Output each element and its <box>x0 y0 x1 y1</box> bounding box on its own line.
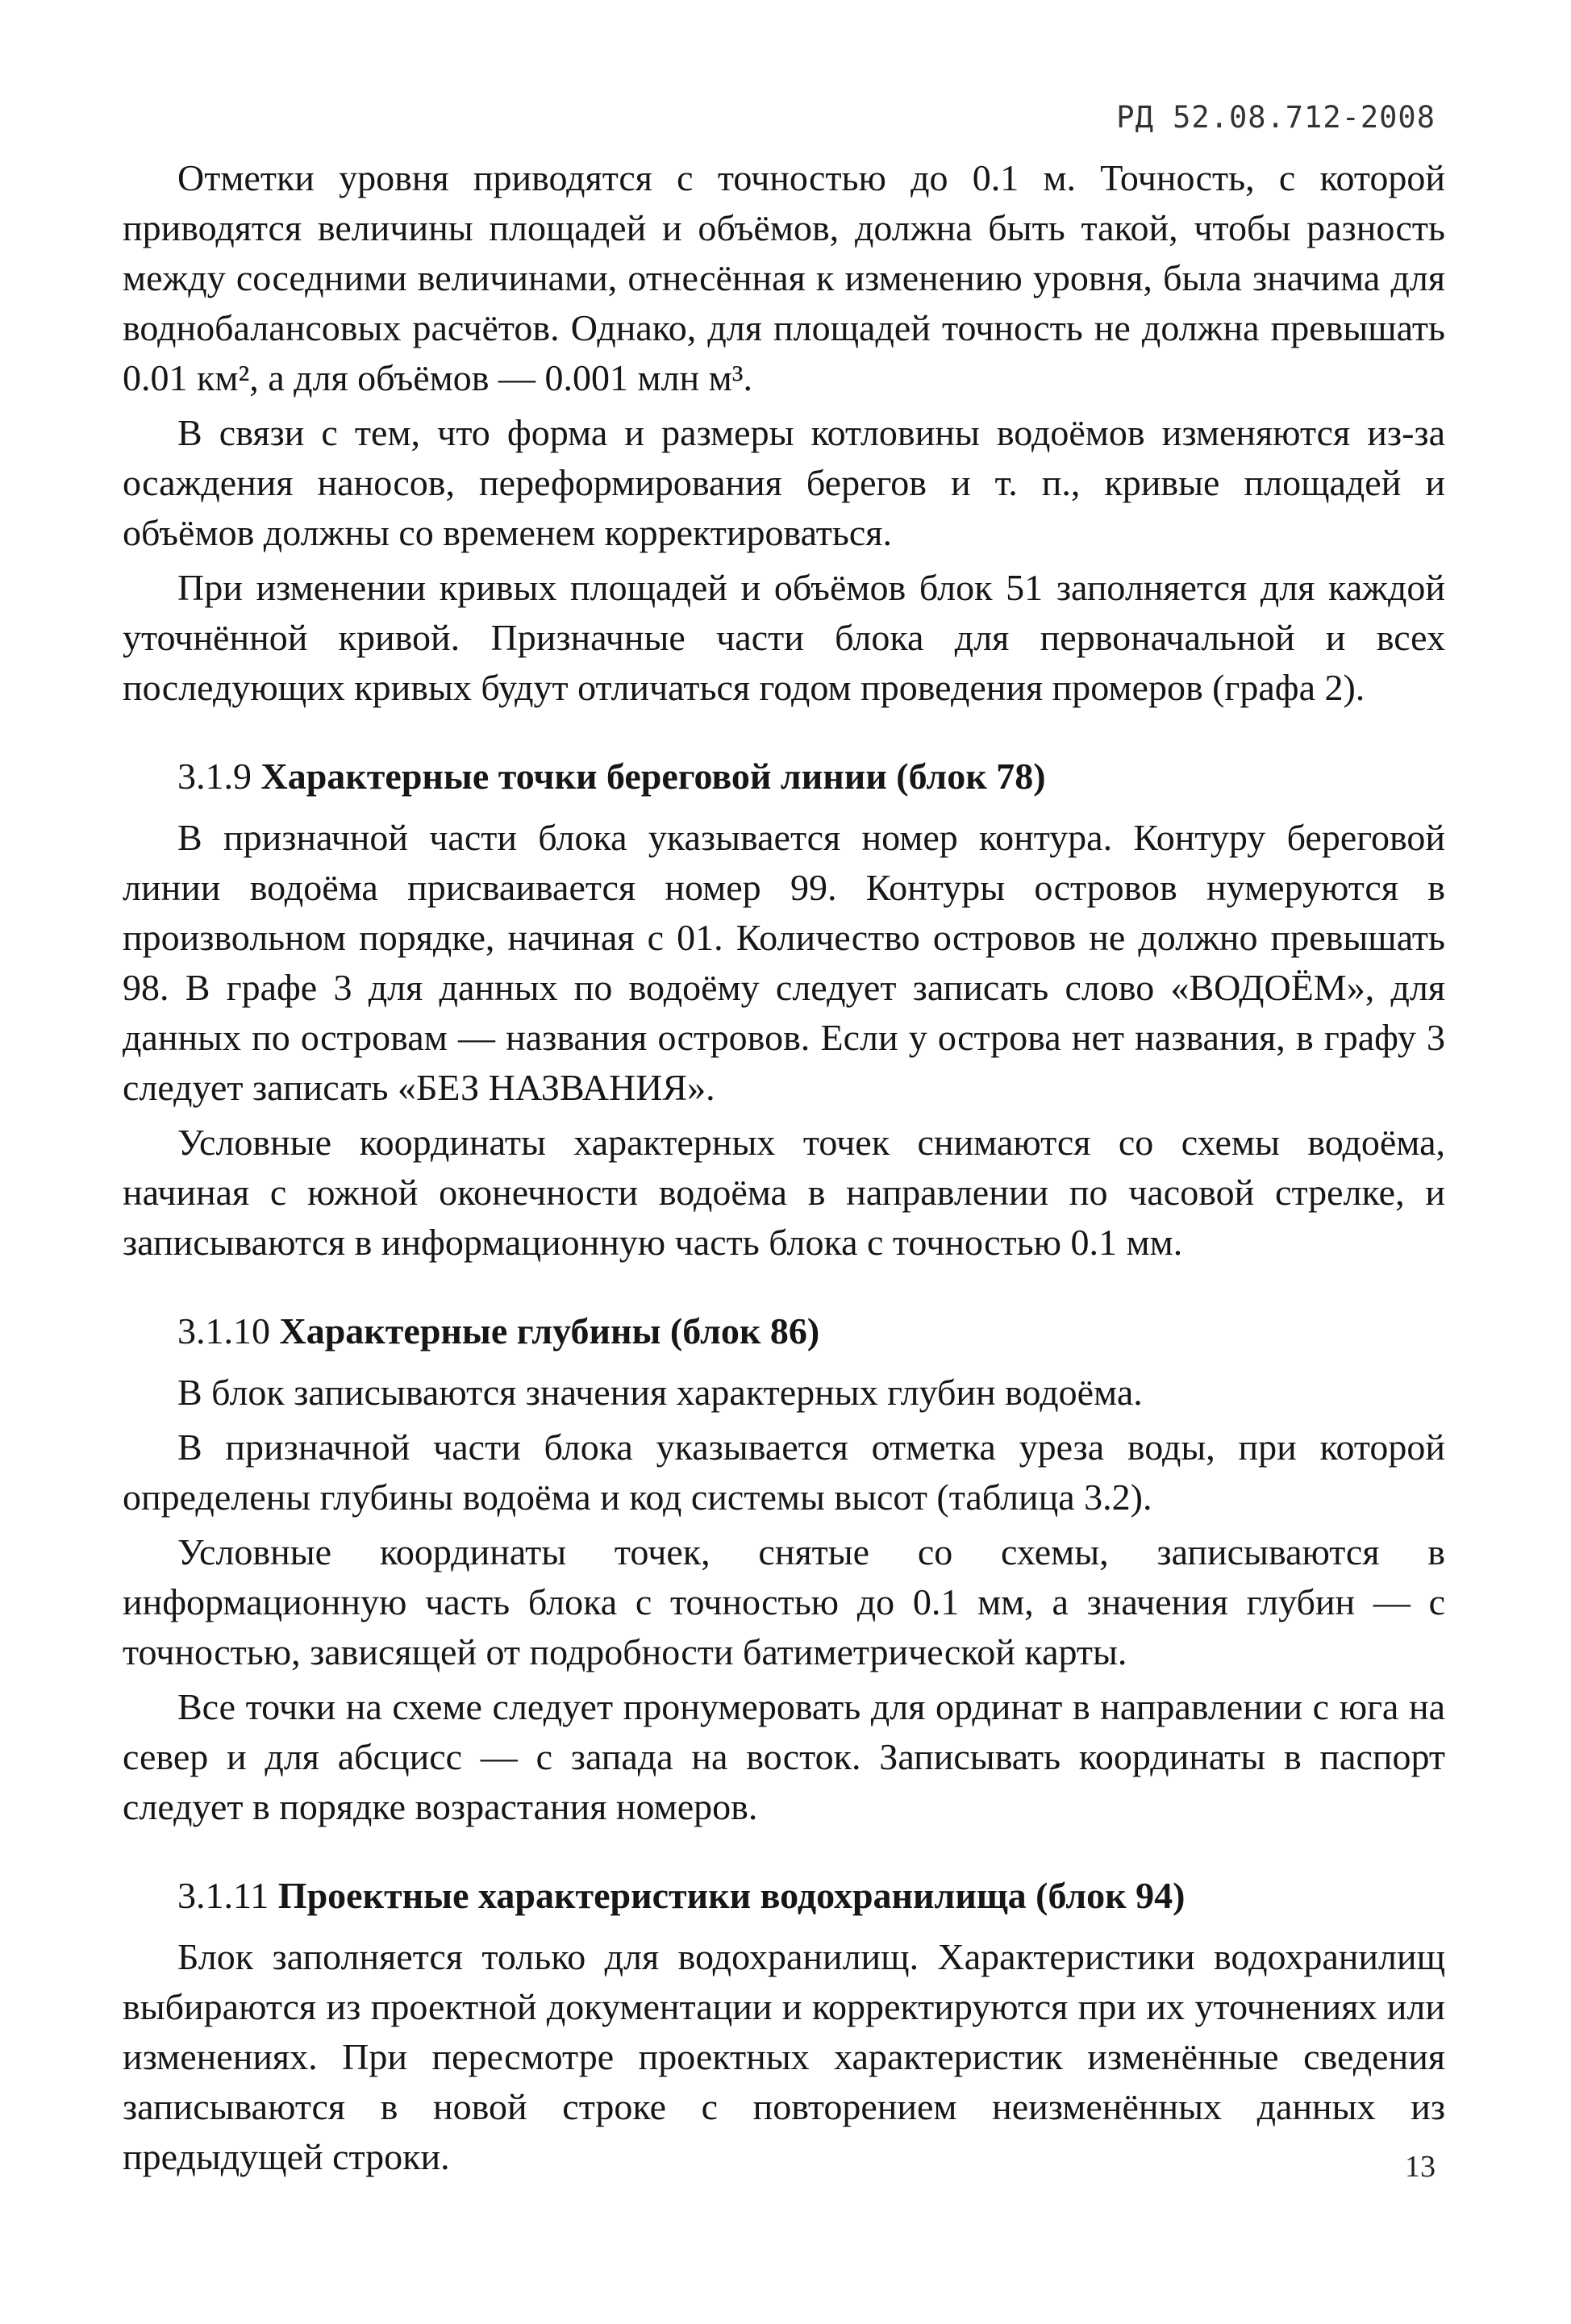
paragraph-depth-coordinates: Условные координаты точек, снятые со схемы, записываются в информационную часть блока с точностью до 0.1 мм, а значения глубин — с точностью, зависящей от подробности батиметрической карты. <box>123 1531 1445 1672</box>
paragraph-point-coordinates: Условные координаты характерных точек снимаются со схемы водоёма, начиная с южной оконечности водоёма в направлении по часовой стрелке, и записываются в информационную часть блока с точностью 0.1 мм. <box>123 1122 1445 1263</box>
paragraph-point-numbering: Все точки на схеме следует пронумеровать для ординат в направлении с юга на север и для абсцисс — с запада на восток. Записывать координаты в паспорт следует в порядке возрастания номеров. <box>123 1686 1445 1827</box>
document-code: РД 52.08.712-2008 <box>1116 100 1436 135</box>
section-title: Характерные глубины (блок 86) <box>279 1310 820 1352</box>
paragraph-level-accuracy: Отметки уровня приводятся с точностью до 0.1 м. Точность, с которой приводятся величины площадей и объёмов, должна быть такой, чтобы разность между соседними величинами, отнесённая к изменению уровня, была значима для воднобалансовых расчётов. Однако, для площадей точность не должна превышать 0.01 км², а для объёмов — 0.001 млн м³. <box>123 157 1445 398</box>
section-heading-3-1-10 <box>123 1306 1445 1356</box>
section-heading-3-1-9 <box>123 752 1445 802</box>
section-title: Характерные точки береговой линии (блок 78) <box>260 756 1046 797</box>
paragraph-block-51: При изменении кривых площадей и объёмов блок 51 заполняется для каждой уточнённой кривой. Призначные части блока для первоначальной и всех последующих кривых будут отличаться годом проведения промеров (графа 2). <box>123 567 1445 708</box>
paragraph-contour-numbering: В призначной части блока указывается номер контура. Контуру береговой линии водоёма присваивается номер 99. Контуры островов нумеруются в произвольном порядке, начиная с 01. Количество островов не должно превышать 98. В графе 3 для данных по водоёму следует записать слово «ВОДОЁМ», для данных по островам — названия островов. Если у острова нет названия, в графу 3 следует записать «БЕЗ НАЗВАНИЯ». <box>123 817 1445 1108</box>
page-number: 13 <box>1405 2150 1436 2184</box>
page-body <box>123 153 1445 2187</box>
section-title: Проектные характеристики водохранилища (блок 94) <box>277 1875 1186 1916</box>
paragraph-water-edge: В призначной части блока указывается отметка уреза воды, при которой определены глубины водоёма и код системы высот (таблица 3.2). <box>123 1426 1445 1518</box>
section-number: 3.1.11 <box>177 1875 269 1916</box>
paragraph-reservoir-design: Блок заполняется только для водохранилищ. Характеристики водохранилищ выбираются из проектной документации и корректируются при их уточнениях или изменениях. При пересмотре проектных характеристик изменённые сведения записываются в новой строке с повторением неизменённых данных из предыдущей строки. <box>123 1936 1445 2177</box>
paragraph-basin-correction: В связи с тем, что форма и размеры котловины водоёмов изменяются из-за осаждения наносов, переформирования берегов и т. п., кривые площадей и объёмов должны со временем корректироваться. <box>123 412 1445 553</box>
section-number: 3.1.10 <box>177 1310 270 1352</box>
section-heading-3-1-11 <box>123 1871 1445 1921</box>
section-number: 3.1.9 <box>177 756 252 797</box>
paragraph-depth-values: В блок записываются значения характерных глубин водоёма. <box>177 1372 1143 1413</box>
